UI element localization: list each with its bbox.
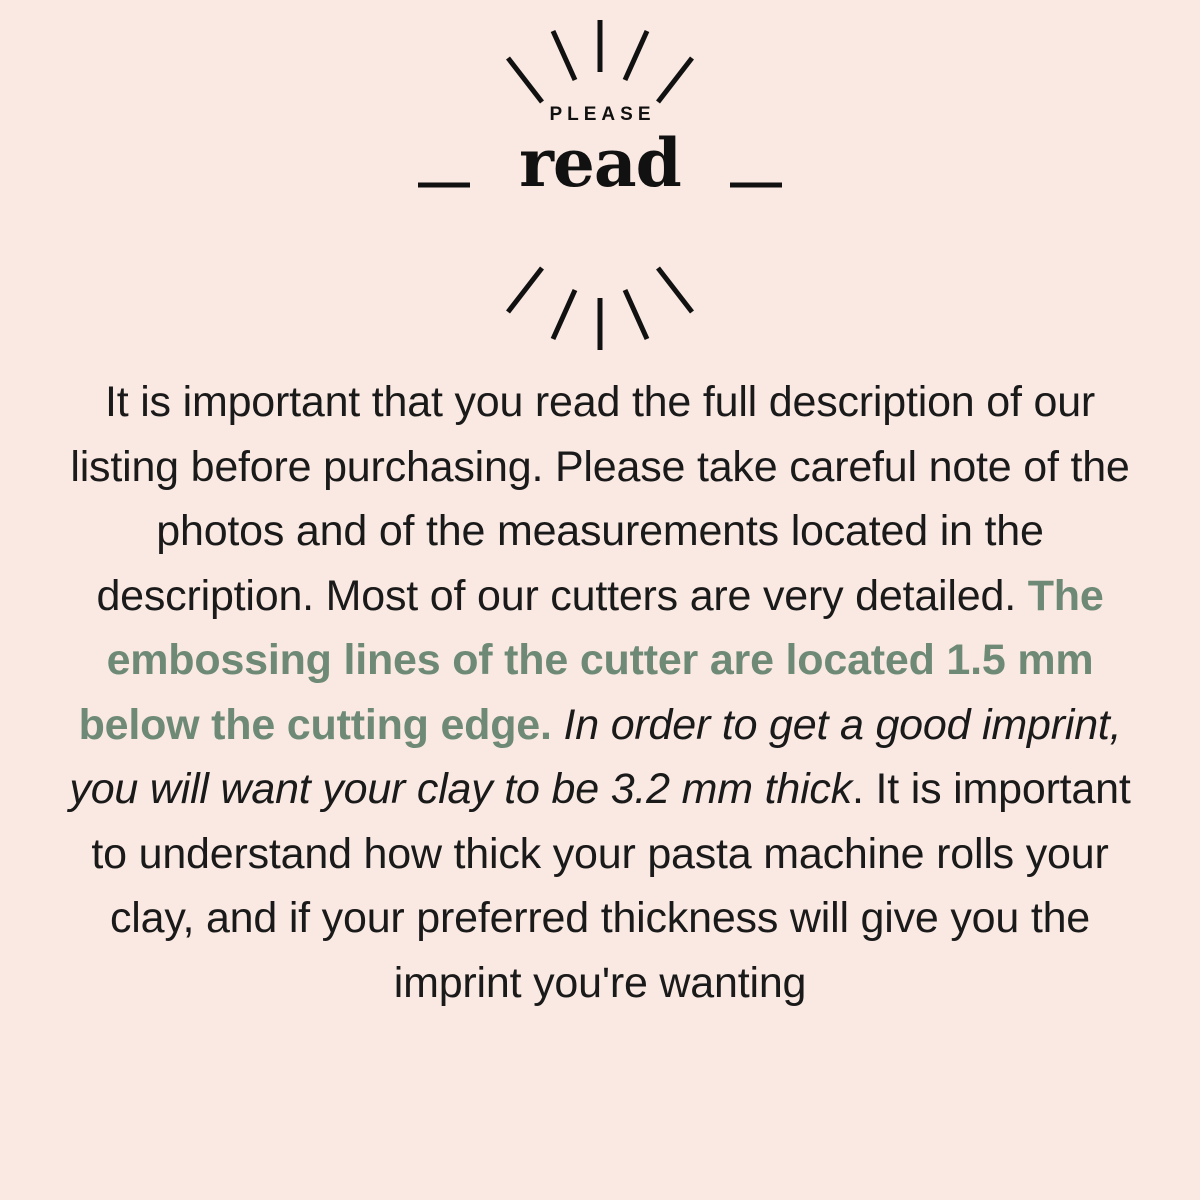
- body-segment-highlight: The embossing lines of the cutter are located 1.5 mm below the cutting edge.: [78, 571, 1104, 749]
- body-segment-italic: In order to get a good imprint, you will want your clay to be 3.2 mm thick: [69, 700, 1122, 813]
- body-copy: [58, 370, 1142, 1015]
- emblem-header: [0, 0, 1200, 370]
- emblem-kicker: PLEASE: [549, 104, 656, 125]
- sunburst-rays-icon: [390, 10, 810, 360]
- body-segment-intro: It is important that you read the full description of our listing before purchasing. Please take careful note of the photos and of the measurements located in the description. Most of our cutters are very detailed.: [70, 378, 1130, 620]
- emblem-word: read: [519, 124, 681, 202]
- body-segment-outro: . It is important to understand how thick your pasta machine rolls your clay, and if your preferred thickness will give you the imprint you're wanting: [91, 765, 1131, 1007]
